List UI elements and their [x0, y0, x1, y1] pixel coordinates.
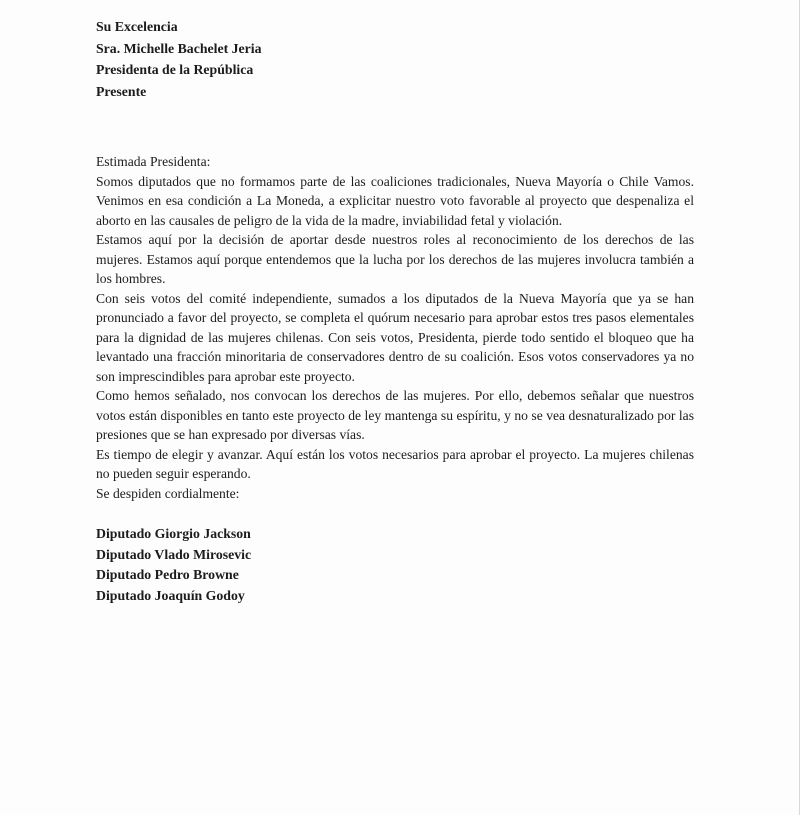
signature-jackson: Diputado Giorgio Jackson — [96, 526, 251, 541]
addressee-block — [96, 16, 694, 102]
signature-mirosevic: Diputado Vlado Mirosevic — [96, 546, 252, 562]
paragraph-5: Es tiempo de elegir y avanzar. Aquí están los votos necesarios para aprobar el proyecto. La mujeres chilenas no pueden seguir esperando. — [96, 446, 694, 481]
signature-browne: Diputado Pedro Browne — [96, 567, 239, 582]
farewell: Se despiden cordialmente: — [96, 485, 240, 501]
signature-godoy: Diputado Joaquín Godoy — [96, 587, 245, 603]
signature-block — [96, 524, 694, 606]
salutation: Estimada Presidenta: — [96, 154, 211, 169]
addressee-line-name: Sra. Michelle Bachelet Jeria — [96, 40, 262, 56]
letter-body — [96, 16, 694, 606]
paragraph-3: Con seis votos del comité independiente, sumados a los diputados de la Nueva Mayoría que ya se han pronunciado a favor del proyecto, se completa el quórum necesario para aprobar estos tres pasos elementales para la dignidad de las mujeres chilenas. Con seis votos, Presidenta, pierde todo sentido el bloqueo que ha levantado una fracción minoritaria de conservadores dentro de su coalición. Esos votos conservadores ya no son imprescindibles para aprobar este proyecto. — [96, 290, 694, 384]
paragraph-2: Estamos aquí por la decisión de aportar desde nuestros roles al reconocimiento de los derechos de las mujeres. Estamos aquí porque entendemos que la lucha por los derechos de las mujeres involucra también a los hombres. — [96, 232, 694, 286]
addressee-line-presente: Presente — [96, 83, 147, 99]
addressee-line-title: Presidenta de la República — [96, 62, 254, 77]
paragraph-4: Como hemos señalado, nos convocan los derechos de las mujeres. Por ello, debemos señalar que nuestros votos están disponibles en tanto este proyecto de ley mantenga su espíritu, y no se vea desnaturalizado por las presiones que se han expresado por diversas vías. — [96, 388, 694, 442]
paragraph-1: Somos diputados que no formamos parte de las coaliciones tradicionales, Nueva Mayoría o Chile Vamos. Venimos en esa condición a La Moneda, a explicitar nuestro voto favorable al proyecto que despenaliza el aborto en las causales de peligro de la vida de la madre, inviabilidad fetal y violación. — [96, 173, 694, 228]
addressee-line-honorific: Su Excelencia — [96, 19, 178, 34]
